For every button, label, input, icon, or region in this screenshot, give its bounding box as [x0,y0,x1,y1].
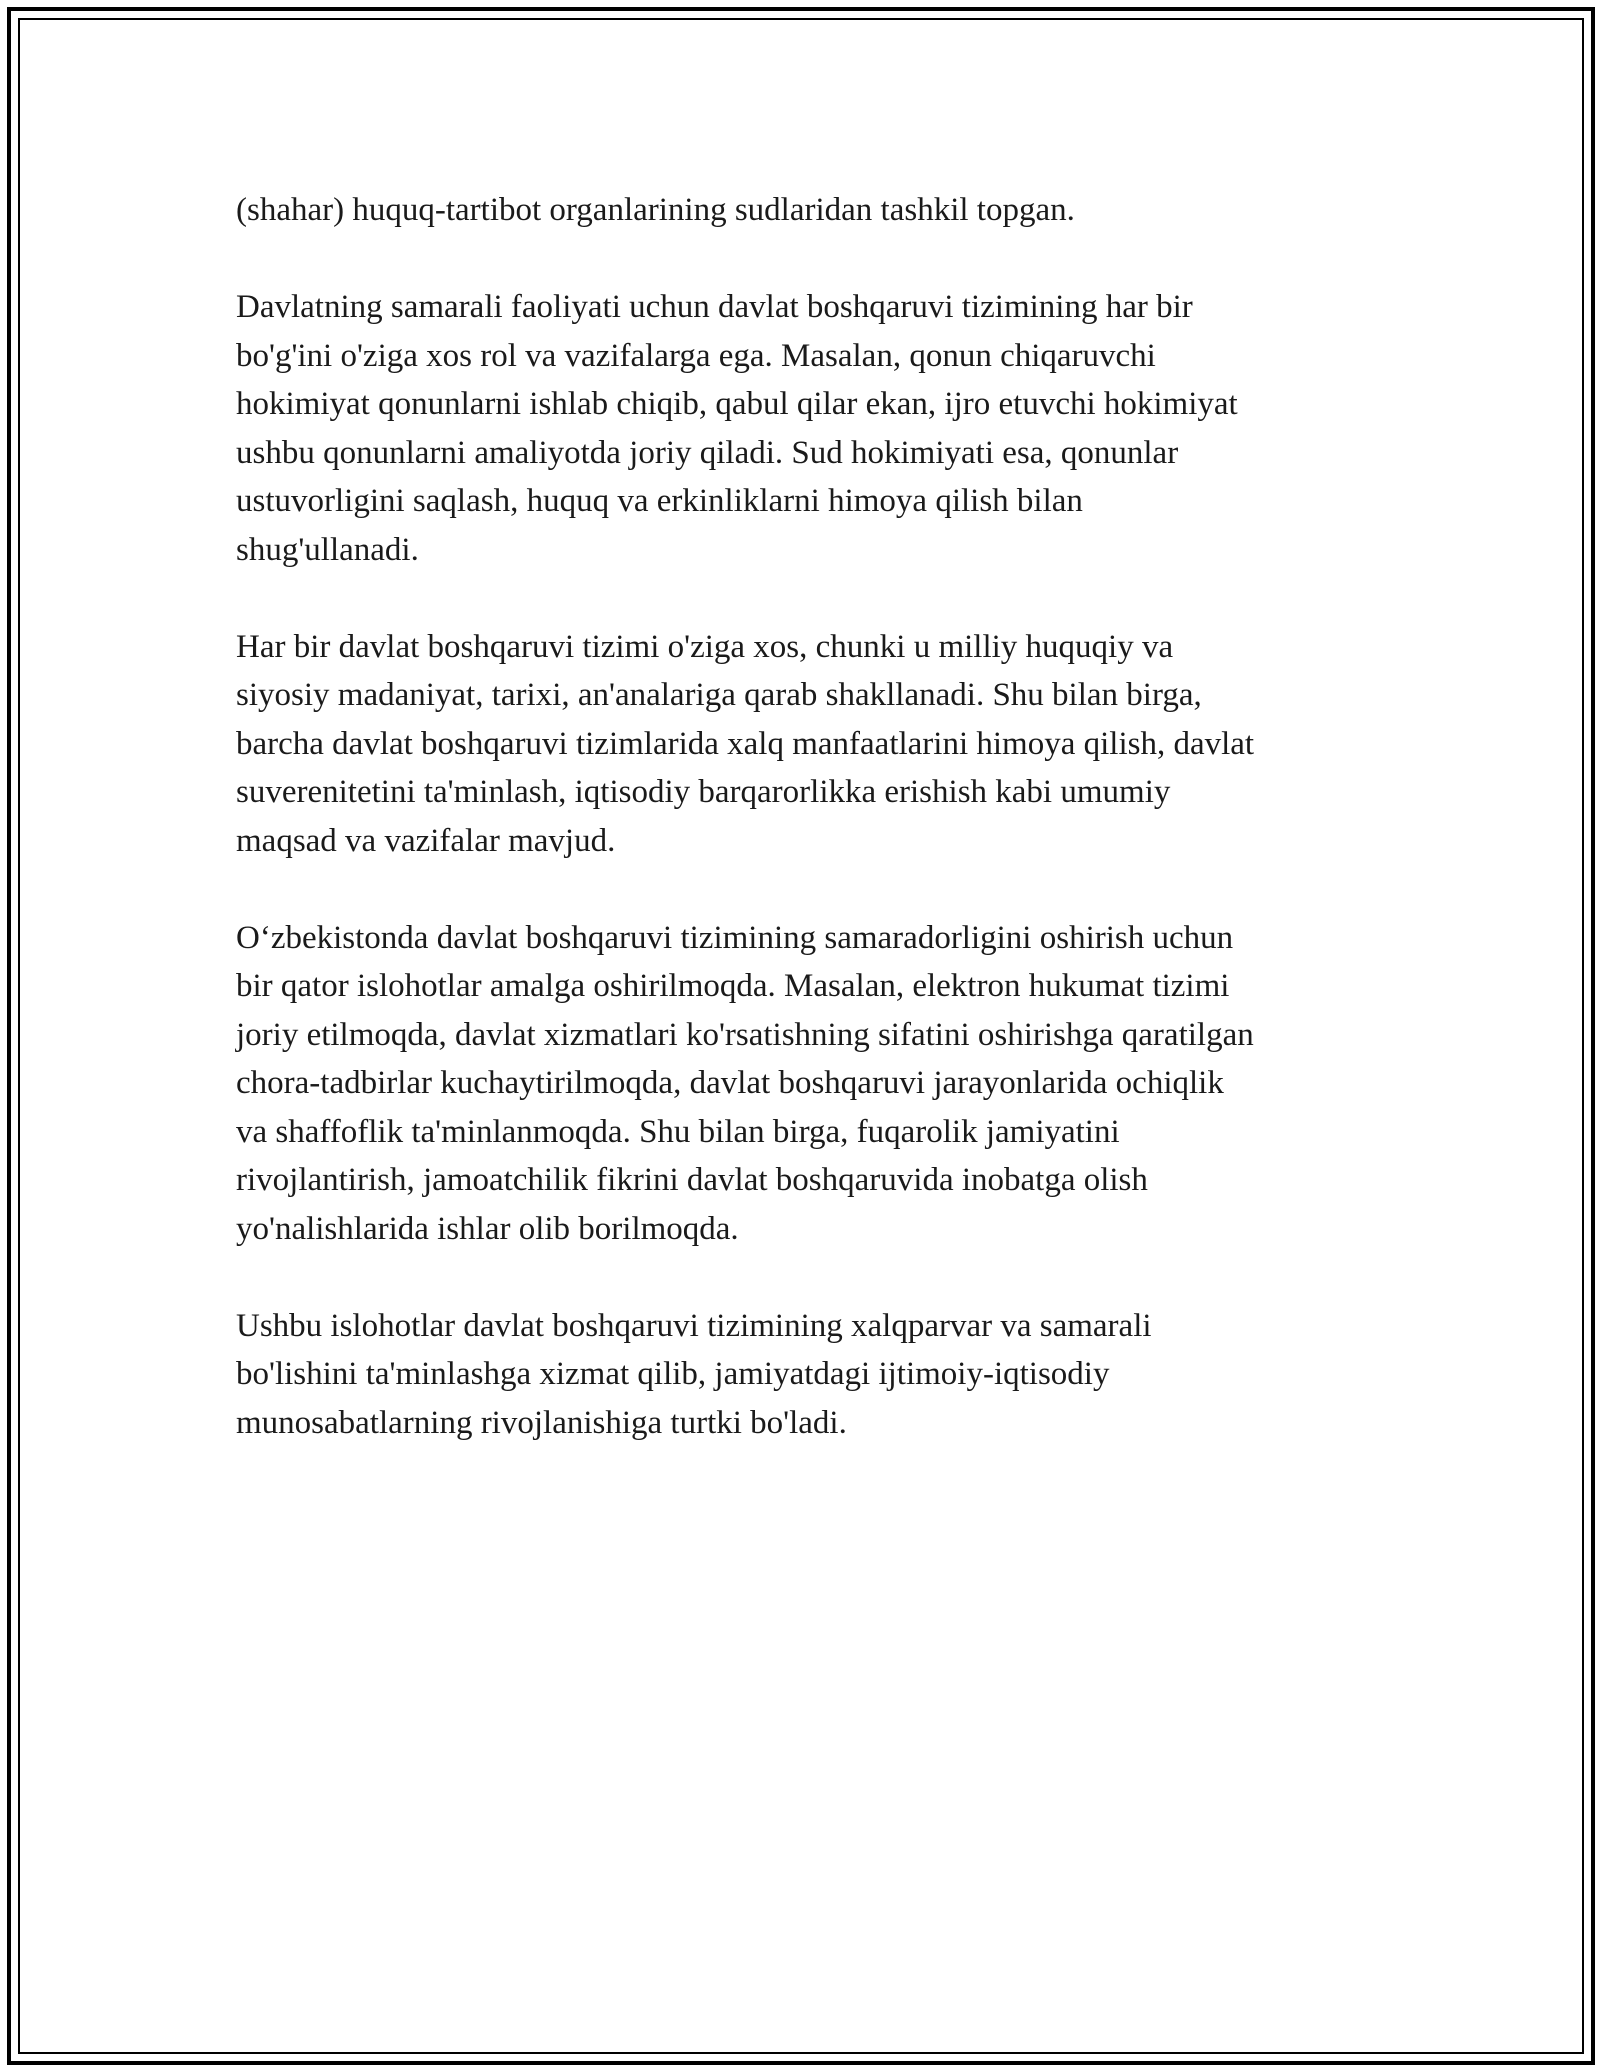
text-line: Davlatning samarali faoliyati uchun davlat boshqaruvi tizimining har bir [236,289,1193,325]
text-line: Har bir davlat boshqaruvi tizimi o'ziga xos, chunki u milliy huquqiy va [236,628,1174,665]
text-line: maqsad va vazifalar mavjud. [236,822,616,859]
text-line: bir qator islohotlar amalga oshirilmoqda. Masalan, elektron hukumat tizimi [236,968,1230,1004]
paragraph-5 [236,1302,1396,1448]
text-line: bo'lishini ta'minlashga xizmat qilib, jamiyatdagi ijtimoiy-iqtisodiy [236,1356,1110,1392]
text-line: shug'ullanadi. [236,531,419,568]
text-line: hokimiyat qonunlarni ishlab chiqib, qabul qilar ekan, ijro etuvchi hokimiyat [236,386,1238,422]
paragraph-1 [236,186,1396,235]
text-line: Ushbu islohotlar davlat boshqaruvi tizimining xalqparvar va samarali [236,1307,1152,1344]
text-line: suverenitetini ta'minlash, iqtisodiy barqarorlikka erishish kabi umumiy [236,774,1171,810]
text-line: O‘zbekistonda davlat boshqaruvi tizimining samaradorligini oshirish uchun [236,919,1234,956]
text-line: ustuvorligini saqlash, huquq va erkinliklarni himoya qilish bilan [236,483,1083,519]
text-line: yo'nalishlarida ishlar olib borilmoqda. [236,1210,739,1247]
text-line: va shaffoflik ta'minlanmoqda. Shu bilan birga, fuqarolik jamiyatini [236,1113,1120,1150]
text-line: (shahar) huquq-tartibot organlarining sudlaridan tashkil topgan. [236,192,1075,228]
text-line: siyosiy madaniyat, tarixi, an'analariga qarab shakllanadi. Shu bilan birga, [236,677,1202,713]
paragraph-4 [236,914,1396,1254]
text-line: bo'g'ini o'ziga xos rol va vazifalarga ega. Masalan, qonun chiqaruvchi [236,337,1156,374]
text-line: joriy etilmoqda, davlat xizmatlari ko'rsatishning sifatini oshirishga qaratilgan [236,1016,1254,1053]
paragraph-2 [236,283,1396,574]
text-line: barcha davlat boshqaruvi tizimlarida xalq manfaatlarini himoya qilish, davlat [236,725,1255,762]
paragraph-3 [236,623,1396,866]
text-line: rivojlantirish, jamoatchilik fikrini davlat boshqaruvida inobatga olish [236,1162,1148,1198]
text-line: chora-tadbirlar kuchaytirilmoqda, davlat boshqaruvi jarayonlarida ochiqlik [236,1065,1224,1101]
document-body [236,186,1396,1496]
text-line: munosabatlarning rivojlanishiga turtki bo'ladi. [236,1404,847,1441]
text-line: ushbu qonunlarni amaliyotda joriy qiladi. Sud hokimiyati esa, qonunlar [236,434,1179,471]
